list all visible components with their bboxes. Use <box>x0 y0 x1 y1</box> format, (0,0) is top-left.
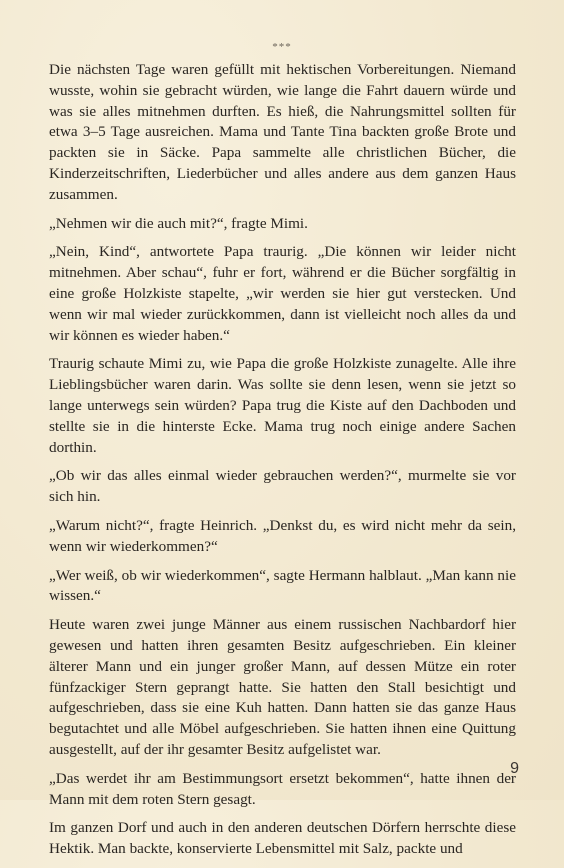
paragraph: „Nehmen wir die auch mit?“, fragte Mimi. <box>49 214 308 232</box>
paragraph: Heute waren zwei junge Männer aus einem russischen Nachbardorf hier gewesen und hatten ihren gesamten Besitz aufgeschrieben. Ein kleiner älterer Mann und ein junger großer Mann, auf dessen Mütze ein roter fünfzackiger Stern geprangt hatte. Sie hatten den Stall besichtigt und aufgeschrieben, dass sie eine Kuh hatten. Dann hatten sie das ganze Haus begutachtet und alle Möbel aufgeschrieben. Sie hatten ihnen eine Quittung ausgestellt, auf der ihr gesamter Besitz aufgelistet war. <box>49 616 516 758</box>
paragraph: „Warum nicht?“, fragte Heinrich. „Denkst du, es wird nicht mehr da sein, wenn wir wiederkommen?“ <box>49 516 516 555</box>
paragraph: „Ob wir das alles einmal wieder gebrauchen werden?“, murmelte sie vor sich hin. <box>49 467 516 506</box>
paragraph: „Das werdet ihr am Bestimmungsort ersetzt bekommen“, hatte ihnen der Mann mit dem roten Stern gesagt. <box>49 769 516 808</box>
paragraph: Die nächsten Tage waren gefüllt mit hektischen Vorbereitungen. Niemand wusste, wohin sie gebracht würden, wie lange die Fahrt dauern würde und was sie alles mitnehmen durften. Es hieß, die Nahrungsmittel sollten für etwa 3–5 Tage ausreichen. Mama und Tante Tina backten große Brote und packten sie in Säcke. Papa sammelte alle christlichen Bücher, die Kinderzeitschriften, Liederbücher und alles andere aus dem ganzen Haus zusammen. <box>49 61 516 203</box>
body-text <box>49 60 516 868</box>
page-number: 9 <box>510 760 519 777</box>
paragraph: „Wer weiß, ob wir wiederkommen“, sagte Hermann halblaut. „Man kann nie wissen.“ <box>49 566 516 605</box>
paragraph: Traurig schaute Mimi zu, wie Papa die große Holzkiste zunagelte. Alle ihre Lieblingsbücher waren darin. Was sollte sie denn lesen, wenn sie jetzt so lange unterwegs sein würden? Papa trug die Kiste auf den Dachboden und stellte sie in die hinterste Ecke. Mama trug noch einige andere Sachen dorthin. <box>49 355 516 456</box>
section-divider: *** <box>272 41 292 53</box>
paragraph: „Nein, Kind“, antwortete Papa traurig. „Die können wir leider nicht mitnehmen. Aber schau“, fuhr er fort, während er die Bücher sorgfältig in eine große Holzkiste stapelte, „wir werden sie hier gut verstecken. Und wenn wir mal wieder zurückkommen, dann ist vielleicht noch alles da und wir können es wieder haben.“ <box>49 243 516 344</box>
paragraph: Im ganzen Dorf und auch in den anderen deutschen Dörfern herrschte diese Hektik. Man backte, konservierte Lebensmittel mit Salz, packte und <box>49 819 516 858</box>
